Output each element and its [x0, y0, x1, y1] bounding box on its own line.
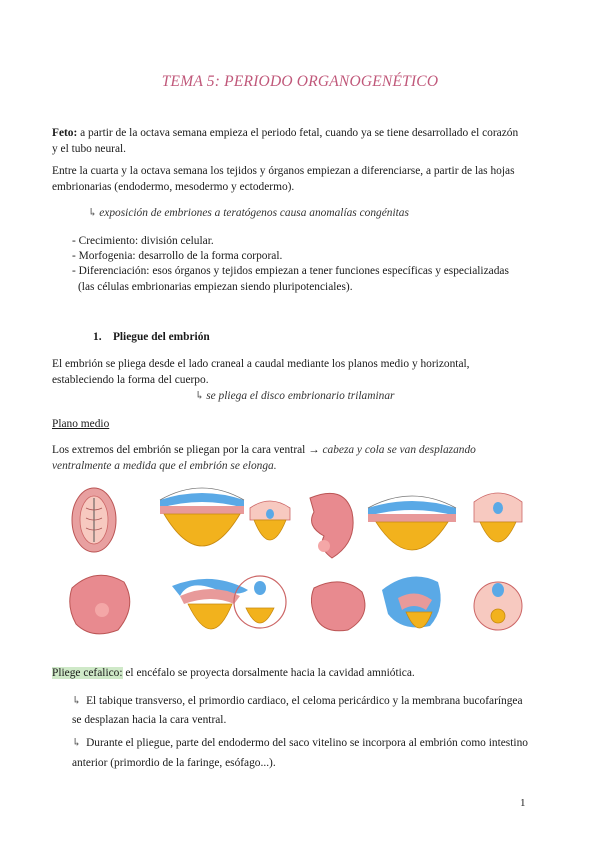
arrow-icon: ↳	[72, 737, 82, 749]
page-title: TEMA 5: PERIODO ORGANOGENÉTICO	[161, 73, 439, 90]
list-item-differentiation-cont: (las células embrionarias empiezan siendo pluripotenciales).	[78, 281, 353, 293]
trilaminar-note: ↳ se pliega el disco embrionario trilaminar	[195, 390, 395, 402]
page-number: 1	[520, 797, 526, 809]
teratogen-note: ↳ exposición de embriones a teratógenos causa anomalías congénitas	[88, 207, 409, 219]
embryo-external-3	[311, 582, 365, 631]
feto-text-2: y el tubo neural.	[52, 143, 127, 155]
list-item-growth: - Crecimiento: división celular.	[72, 235, 214, 247]
cefalico-bullet-1: ↳ El tabique transverso, el primordio cardiaco, el celoma pericárdico y la membrana bucofaríngea se desplazan hacia la cara ventral.	[72, 695, 523, 726]
intro-paragraph	[52, 163, 552, 195]
list-item-differentiation: - Diferenciación: esos órganos y tejidos empiezan a tener funciones específicas y especializadas	[72, 265, 509, 277]
cefalico-bullet-2: ↳ Durante el pliegue, parte del endodermo del saco vitelino se incorpora al embrión como intestino anterior (primordio de la faringe, esófago...).	[72, 737, 528, 769]
section-heading: 1. Pliegue del embrión	[93, 331, 210, 343]
pliegue-cefalico-label: Pliege cefalico:	[52, 667, 123, 679]
feto-label: Feto:	[52, 127, 78, 139]
feto-paragraph	[52, 125, 552, 157]
embryo-folding-figure	[62, 478, 550, 650]
arrow-icon: ↳	[88, 207, 98, 219]
list-item-morphogenesis: - Morfogenia: desarrollo de la forma corporal.	[72, 250, 283, 262]
arrow-icon: ↳	[195, 390, 205, 402]
embryo-dorsal-view	[72, 488, 116, 552]
section1-paragraph: El embrión se pliega desde el lado craneal a caudal mediante los planos medio y horizontal, estableciendo la forma del cuerpo.	[52, 358, 470, 386]
pliegue-cefalico-paragraph: Pliege cefalico: el encéfalo se proyecta dorsalmente hacia la cavidad amniótica.	[52, 667, 415, 679]
embryo-cross-4	[474, 582, 522, 630]
embryo-external-2	[70, 575, 130, 634]
plano-medio-heading: Plano medio	[52, 418, 110, 430]
plano-medio-paragraph: Los extremos del embrión se pliegan por la cara ventral → cabeza y cola se van desplazando ventralmente a medida que el embrión se elonga.	[52, 444, 476, 472]
intro-line-1: Entre la cuarta y la octava semana los tejidos y órganos empiezan a diferenciarse, a partir de las hojas	[52, 165, 515, 177]
intro-line-2: embrionarias (endodermo, mesodermo y ectodermo).	[52, 181, 295, 193]
arrow-icon: ↳	[72, 695, 82, 707]
feto-text: a partir de la octava semana empieza el periodo fetal, cuando ya se tiene desarrollado el corazón	[77, 127, 519, 139]
